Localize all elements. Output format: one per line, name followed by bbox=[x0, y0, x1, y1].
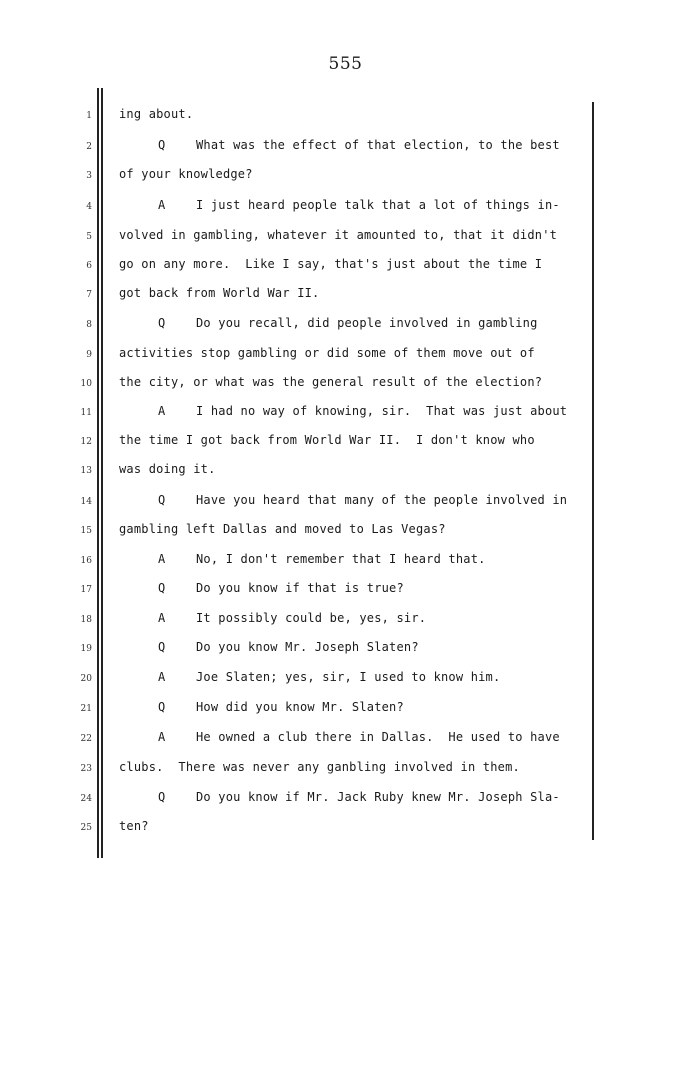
line-number: 25 bbox=[80, 823, 92, 833]
line-text: activities stop gambling or did some of them move out of bbox=[119, 346, 535, 360]
line-text: of your knowledge? bbox=[119, 167, 253, 181]
transcript-line bbox=[119, 257, 591, 271]
line-number: 9 bbox=[86, 350, 92, 360]
transcript-line bbox=[119, 286, 591, 300]
transcript-line bbox=[158, 611, 591, 625]
transcript-line bbox=[158, 552, 591, 566]
line-text: go on any more. Like I say, that's just about the time I bbox=[119, 257, 543, 271]
transcript-line bbox=[158, 316, 591, 330]
margin-rule-left-inner bbox=[101, 88, 103, 858]
speaker-label: A bbox=[158, 670, 166, 684]
line-number: 15 bbox=[80, 526, 92, 536]
line-text: Joe Slaten; yes, sir, I used to know him. bbox=[196, 670, 501, 684]
line-text: was doing it. bbox=[119, 462, 216, 476]
transcript-line bbox=[119, 167, 591, 181]
speaker-label: A bbox=[158, 404, 166, 418]
line-number: 24 bbox=[80, 794, 92, 804]
line-number: 11 bbox=[80, 408, 92, 418]
line-text: Do you recall, did people involved in gambling bbox=[196, 316, 538, 330]
line-number: 22 bbox=[80, 734, 92, 744]
line-number: 7 bbox=[86, 290, 92, 300]
speaker-label: A bbox=[158, 198, 166, 212]
page-number: 555 bbox=[328, 54, 363, 74]
transcript-line bbox=[119, 433, 591, 447]
line-number: 10 bbox=[80, 379, 92, 389]
transcript-line bbox=[119, 228, 591, 242]
transcript-line bbox=[158, 581, 591, 595]
line-number: 5 bbox=[86, 232, 92, 242]
transcript-line bbox=[158, 790, 591, 804]
speaker-label: Q bbox=[158, 640, 166, 654]
line-number: 2 bbox=[86, 142, 92, 152]
line-number: 17 bbox=[80, 585, 92, 595]
line-number: 18 bbox=[80, 615, 92, 625]
transcript-line bbox=[119, 346, 591, 360]
line-number: 14 bbox=[80, 497, 92, 507]
line-text: Do you know Mr. Joseph Slaten? bbox=[196, 640, 419, 654]
transcript-line bbox=[119, 819, 591, 833]
line-number: 13 bbox=[80, 466, 92, 476]
speaker-label: A bbox=[158, 552, 166, 566]
line-number: 12 bbox=[80, 437, 92, 447]
line-text: got back from World War II. bbox=[119, 286, 320, 300]
speaker-label: Q bbox=[158, 581, 166, 595]
transcript-line bbox=[119, 760, 591, 774]
line-text: He owned a club there in Dallas. He used to have bbox=[196, 730, 560, 744]
speaker-label: Q bbox=[158, 700, 166, 714]
transcript-line bbox=[158, 198, 591, 212]
speaker-label: Q bbox=[158, 493, 166, 507]
line-text: I had no way of knowing, sir. That was just about bbox=[196, 404, 568, 418]
transcript-line bbox=[158, 730, 591, 744]
margin-rule-left bbox=[97, 88, 99, 858]
speaker-label: A bbox=[158, 730, 166, 744]
line-number: 1 bbox=[86, 111, 92, 121]
transcript-line bbox=[119, 375, 591, 389]
line-text: clubs. There was never any ganbling involved in them. bbox=[119, 760, 520, 774]
speaker-label: A bbox=[158, 611, 166, 625]
speaker-label: Q bbox=[158, 790, 166, 804]
line-text: No, I don't remember that I heard that. bbox=[196, 552, 486, 566]
line-number: 19 bbox=[80, 644, 92, 654]
line-number: 20 bbox=[80, 674, 92, 684]
transcript-line bbox=[119, 462, 591, 476]
line-text: How did you know Mr. Slaten? bbox=[196, 700, 404, 714]
line-text: What was the effect of that election, to the best bbox=[196, 138, 560, 152]
line-text: ing about. bbox=[119, 107, 194, 121]
speaker-label: Q bbox=[158, 138, 166, 152]
transcript-line bbox=[158, 640, 591, 654]
line-number: 3 bbox=[86, 171, 92, 181]
speaker-label: Q bbox=[158, 316, 166, 330]
transcript-line bbox=[158, 138, 591, 152]
line-text: Do you know if that is true? bbox=[196, 581, 404, 595]
line-text: volved in gambling, whatever it amounted to, that it didn't bbox=[119, 228, 558, 242]
line-number: 6 bbox=[86, 261, 92, 271]
line-text: the city, or what was the general result of the election? bbox=[119, 375, 543, 389]
line-number: 23 bbox=[80, 764, 92, 774]
line-number: 8 bbox=[86, 320, 92, 330]
transcript-line bbox=[158, 700, 591, 714]
line-number: 16 bbox=[80, 556, 92, 566]
transcript-line bbox=[158, 404, 591, 418]
line-text: I just heard people talk that a lot of things in- bbox=[196, 198, 560, 212]
line-text: Do you know if Mr. Jack Ruby knew Mr. Joseph Sla- bbox=[196, 790, 560, 804]
transcript-line bbox=[119, 107, 591, 121]
transcript-line bbox=[119, 522, 591, 536]
line-text: Have you heard that many of the people involved in bbox=[196, 493, 568, 507]
line-text: the time I got back from World War II. I don't know who bbox=[119, 433, 535, 447]
transcript-line bbox=[158, 493, 591, 507]
line-number: 4 bbox=[86, 202, 92, 212]
line-text: ten? bbox=[119, 819, 149, 833]
line-number: 21 bbox=[80, 704, 92, 714]
line-text: gambling left Dallas and moved to Las Vegas? bbox=[119, 522, 446, 536]
margin-rule-right bbox=[592, 102, 594, 840]
transcript-line bbox=[158, 670, 591, 684]
line-text: It possibly could be, yes, sir. bbox=[196, 611, 427, 625]
